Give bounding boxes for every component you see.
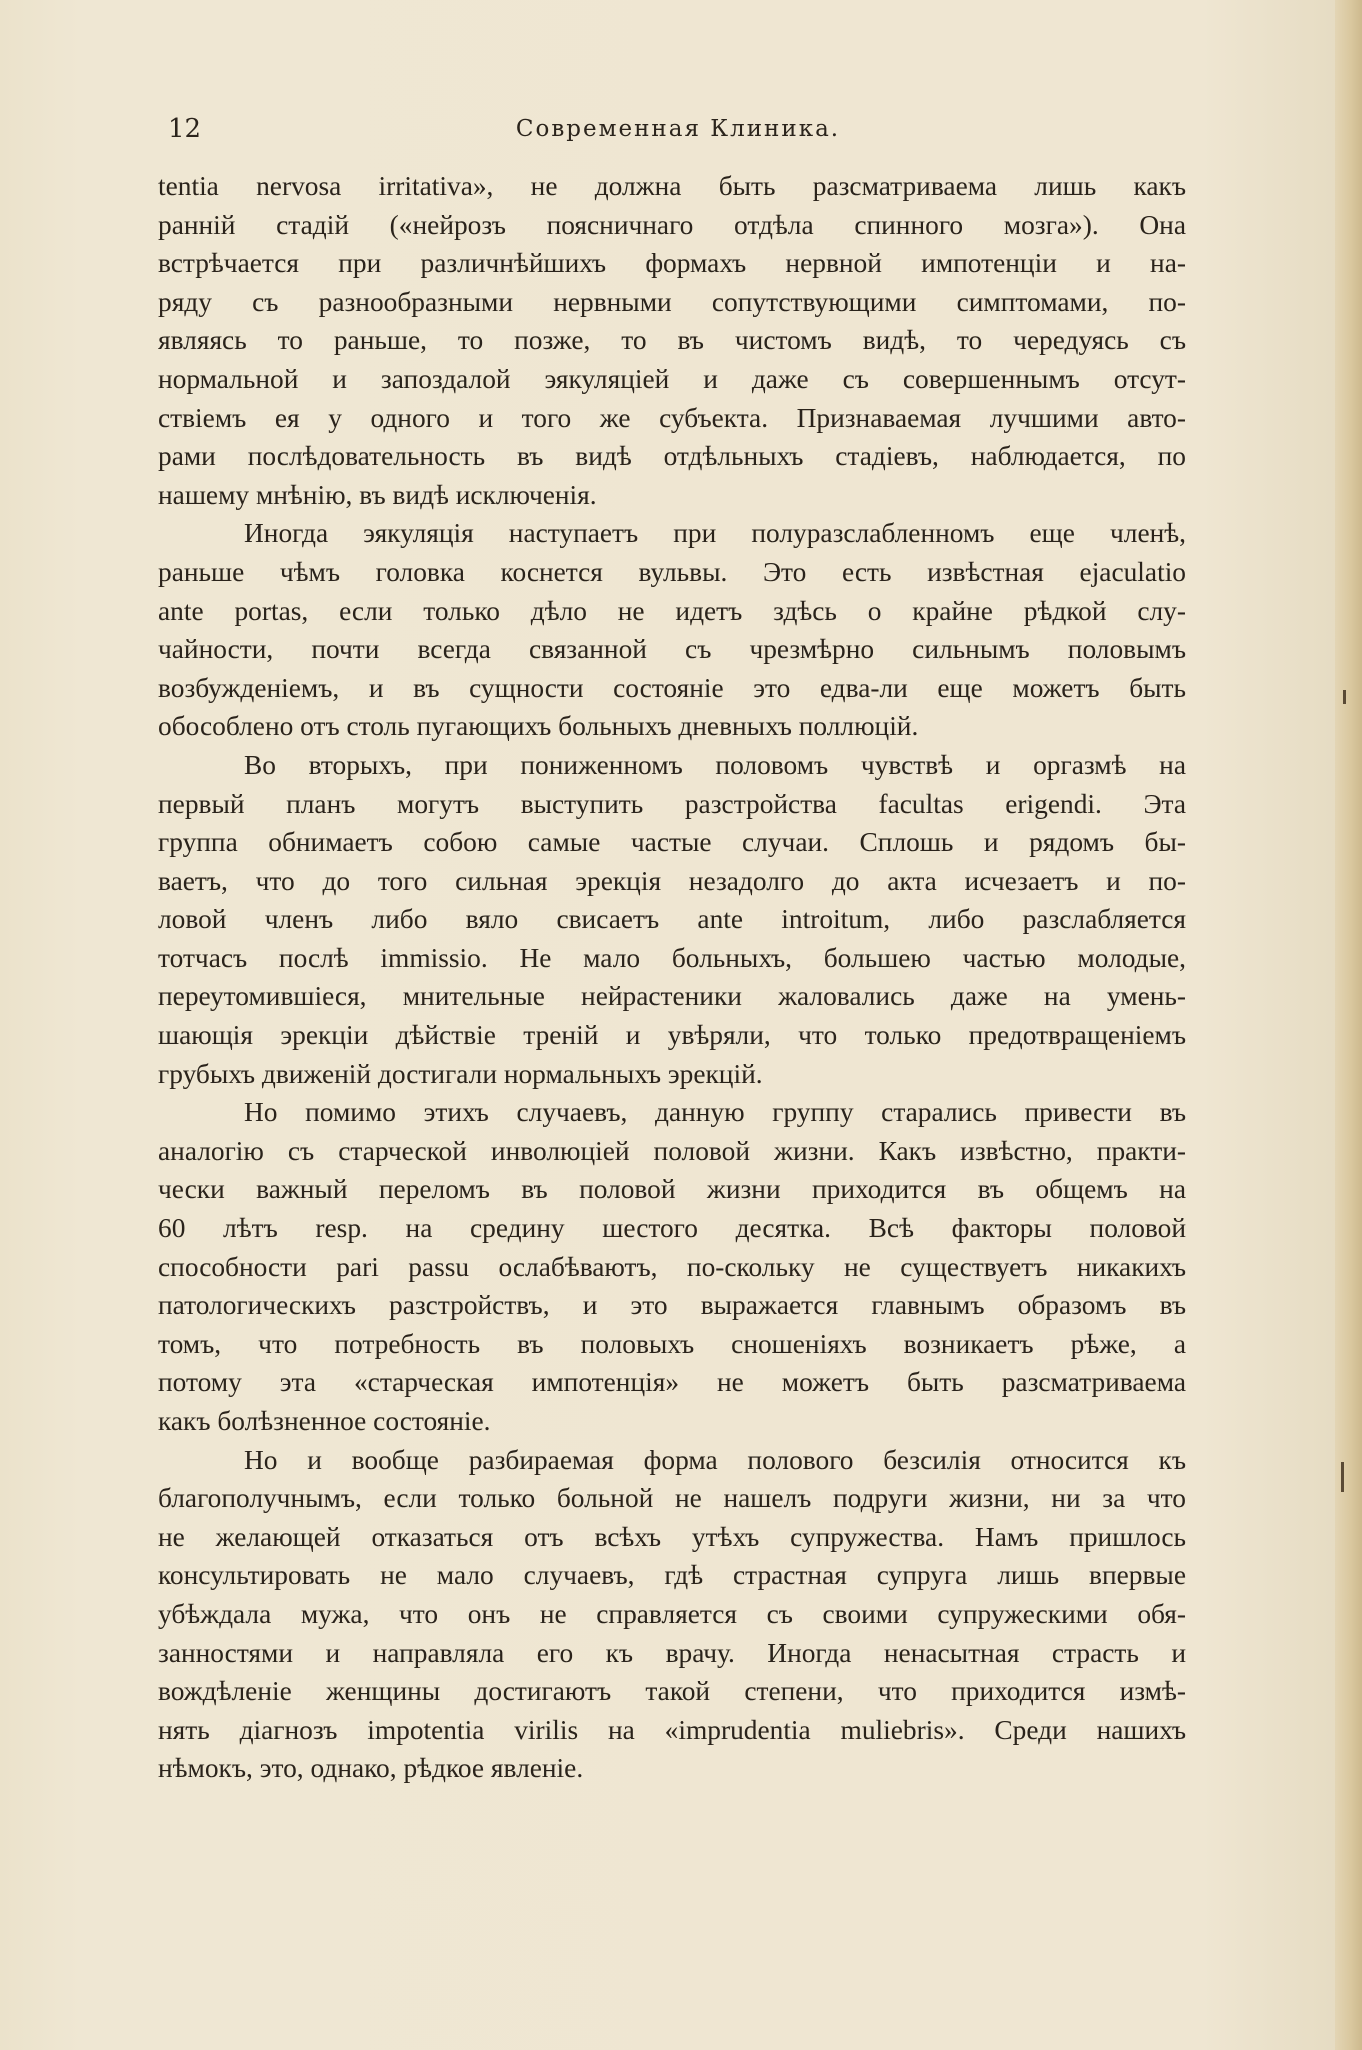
text-line: томъ, что потребность въ половыхъ сношеніяхъ возникаетъ рѣже, а xyxy=(158,1328,1186,1359)
text-line: Но помимо этихъ случаевъ, данную группу старались привести въ xyxy=(244,1097,1186,1128)
text-line: переутомившіеся, мнительные нейрастеники жаловались даже на умень- xyxy=(158,981,1186,1012)
text-line: благополучнымъ, если только больной не нашелъ подруги жизни, ни за что xyxy=(158,1483,1186,1514)
text-line: Во вторыхъ, при пониженномъ половомъ чувствѣ и оргазмѣ на xyxy=(244,749,1186,780)
text-line: Иногда эякуляція наступаетъ при полуразслабленномъ еще членѣ, xyxy=(244,518,1186,549)
text-line: ловой членъ либо вяло свисаетъ ante introitum, либо разслабляется xyxy=(158,904,1186,935)
text-line: tentia nervosa irritativa», не должна быть разсматриваема лишь какъ xyxy=(158,171,1186,201)
text-line: являясь то раньше, то позже, то въ чистомъ видѣ, то чередуясь съ xyxy=(158,325,1186,356)
text-line: тотчасъ послѣ immissio. Не мало больныхъ, большею частью молодые, xyxy=(158,942,1186,973)
text-line: ряду съ разнообразными нервными сопутствующими симптомами, по- xyxy=(158,286,1186,317)
text-line: ствіемъ ея у одного и того же субъекта. Признаваемая лучшими авто- xyxy=(158,402,1186,433)
running-title: Современная Клиника. xyxy=(515,116,841,142)
text-line: встрѣчается при различнѣйшихъ формахъ нервной импотенціи и на- xyxy=(158,248,1186,279)
text-line: первый планъ могутъ выступить разстройства facultas erigendi. Эта xyxy=(158,788,1186,819)
text-line: Но и вообще разбираемая форма полового безсилія относится къ xyxy=(244,1444,1186,1475)
text-line: какъ болѣзненное состояніе. xyxy=(158,1406,491,1436)
text-line: раньше чѣмъ головка коснется вульвы. Это есть извѣстная ejaculatio xyxy=(158,556,1186,587)
text-line: обособлено отъ столь пугающихъ больныхъ дневныхъ поллюцій. xyxy=(158,711,919,742)
edge-mark xyxy=(1343,690,1346,704)
text-line: чески важный переломъ въ половой жизни приходится въ общемъ на xyxy=(158,1174,1186,1205)
text-line: нашему мнѣнію, въ видѣ исключенія. xyxy=(158,479,597,510)
text-line: вождѣленіе женщины достигаютъ такой степени, что приходится измѣ- xyxy=(158,1676,1186,1707)
text-line: ваетъ, что до того сильная эрекція незадолго до акта исчезаетъ и по- xyxy=(158,865,1186,896)
body-text xyxy=(158,167,1186,1788)
text-line: ante portas, если только дѣло не идетъ здѣсь о крайне рѣдкой слу- xyxy=(158,595,1186,626)
text-line: потому эта «старческая импотенція» не можетъ быть разсматриваема xyxy=(158,1367,1186,1398)
text-line: способности pari passu ослабѣваютъ, по-скольку не существуетъ никакихъ xyxy=(158,1251,1186,1282)
page-header xyxy=(168,110,1188,150)
text-line: консультировать не мало случаевъ, гдѣ страстная супруга лишь впервые xyxy=(158,1560,1186,1591)
text-line: нѣмокъ, это, однако, рѣдкое явленіе. xyxy=(158,1753,584,1784)
text-line: чайности, почти всегда связанной съ чрезмѣрно сильнымъ половымъ xyxy=(158,634,1186,665)
text-line: группа обнимаетъ собою самые частые случаи. Сплошь и рядомъ бы- xyxy=(158,827,1186,858)
text-line: убѣждала мужа, что онъ не справляется съ своими супружескими обя- xyxy=(158,1598,1186,1629)
text-line: занностями и направляла его къ врачу. Иногда ненасытная страсть и xyxy=(158,1637,1186,1668)
text-line: возбужденіемъ, и въ сущности состояніе это едва-ли еще можетъ быть xyxy=(158,672,1186,703)
text-line: аналогію съ старческой инволюціей половой жизни. Какъ извѣстно, практи- xyxy=(158,1135,1186,1166)
text-line: не желающей отказаться отъ всѣхъ утѣхъ супружества. Намъ пришлось xyxy=(158,1521,1186,1552)
edge-mark xyxy=(1341,1462,1344,1492)
text-line: ранній стадій («нейрозъ поясничнаго отдѣла спинного мозга»). Она xyxy=(158,209,1186,240)
page-edge xyxy=(1335,0,1362,2050)
text-line: 60 лѣтъ resp. на средину шестого десятка. Всѣ факторы половой xyxy=(158,1213,1186,1244)
text-line: грубыхъ движеній достигали нормальныхъ эрекцій. xyxy=(158,1058,763,1089)
text-line: нять діагнозъ impotentia virilis на «imprudentia muliebris». Среди нашихъ xyxy=(158,1714,1186,1745)
text-line: нормальной и запоздалой эякуляціей и даже съ совершеннымъ отсут- xyxy=(158,363,1186,394)
text-line: шающія эрекціи дѣйствіе треній и увѣряли, что только предотвращеніемъ xyxy=(158,1020,1186,1051)
page-number: 12 xyxy=(168,114,202,144)
text-line: патологическихъ разстройствъ, и это выражается главнымъ образомъ въ xyxy=(158,1290,1186,1321)
text-line: рами послѣдовательность въ видѣ отдѣльныхъ стадіевъ, наблюдается, по xyxy=(158,441,1186,472)
